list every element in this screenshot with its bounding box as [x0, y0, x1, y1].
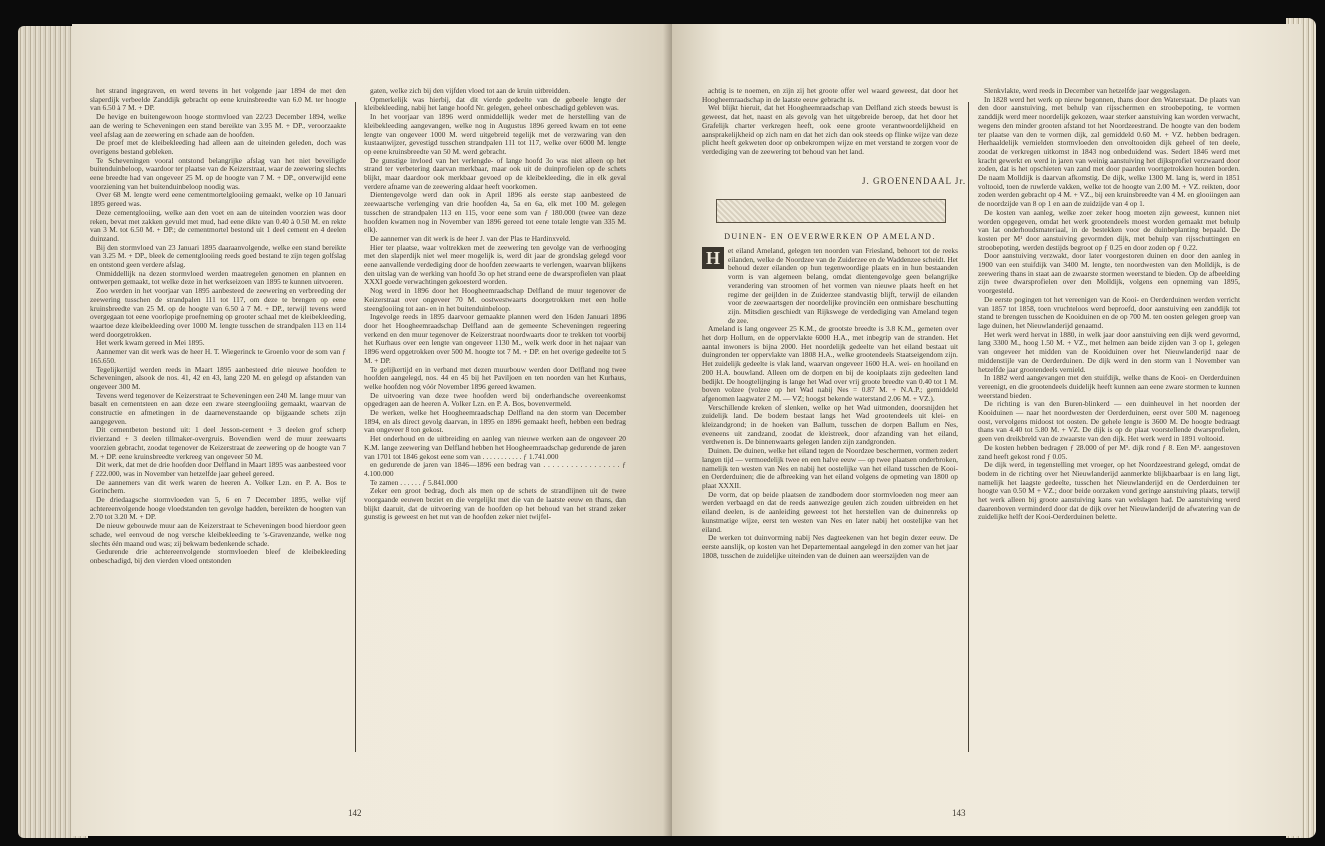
ornamental-band	[716, 199, 946, 223]
paragraph: De werken tot duinvorming nabij Nes dagteekenen van het begin dezer eeuw. De eerste aanslijk, op kosten van het Departementaal aangelegd in den zomer van het jaar 1808, tusschen de zuidelijke uiteinden van de duinen aan weerszijden van de	[702, 533, 958, 560]
paragraph: De eerste pogingen tot het vereenigen van de Kooi- en Oerderduinen werden verricht van 1857 tot 1858, toen vruchteloos werd beproefd, door aanstuiving een zanddijk tot stand te brengen tusschen de Kooiduinen en de op 700 M. ten oosten gelegen groep van lage duinen, het Nieuwlanderijd genaamd.	[978, 294, 1240, 330]
paragraph: De uitvoering van deze twee hoofden werd bij onderhandsche overeenkomst opgedragen aan de heeren A. Volker Lzn. en P. A. Bos, bovenvermeld.	[364, 390, 626, 409]
paragraph: het strand ingegraven, en werd tevens in het volgende jaar 1894 de met den slaperdijk verbeelde Zanddijk gebracht op eene kruinsbreedte van 6.0 M. ter hoogte van 6.50 à 7 M. + DP.	[90, 86, 346, 113]
paragraph: Nog werd in 1896 door het Hoogheemraadschap Delfland de muur tegenover de Keizerstraat over ongeveer 70 M. oostwestwaarts doorgetrokken met een holle steenglooiing tot aan- en in het buitenduinbeloop.	[364, 286, 626, 313]
paragraph: Tegelijkertijd werden reeds in Maart 1895 aanbesteed drie nieuwe hoofden te Scheveningen, alsook de nos. 41, 42 en 43, lang 220 M. en gelegd op afstanden van ongeveer 300 M.	[90, 364, 346, 391]
paragraph: Dit werk, dat met de drie hoofden door Delfland in Maart 1895 was aanbesteed voor ƒ 222.000, was in November van hetzelfde jaar geheel gereed.	[90, 460, 346, 478]
paragraph: Tevens werd tegenover de Keizerstraat te Scheveningen een 240 M. lange muur van basalt en cementsteen en aan deze een zware steenglooiing gemaakt, waarvan de constructie en afmetingen in de daarnevenstaande op bijgaande schets zijn aangegeven.	[90, 390, 346, 426]
drop-cap: H	[702, 247, 724, 269]
paragraph: Over 68 M. lengte werd eene cementmortelglooiing gemaakt, welke op 10 Januari 1895 gereed was.	[90, 190, 346, 209]
paragraph: Het werk kwam gereed in Mei 1895.	[96, 338, 205, 348]
paragraph: De gunstige invloed van het verlengde- of lange hoofd 3o was niet alleen op het strand ter verbetering daarvan merkbaar, maar ook uit de duinprofielen op de schets blijkt, maar daardoor ook merkbaar gevoed op de kleibekleeding, die in elk geval verdere afname van de zeewering aldaar heeft voorkomen.	[364, 155, 626, 191]
paragraph: Gedurende drie achtereenvolgende stormvloeden bleef de kleibekleeding onbeschadigd, bij den vierden vloed ontstonden	[90, 547, 346, 565]
paragraph: Zoo werden in het voorjaar van 1895 aanbesteed de zeewering en verbreeding der zeewering tusschen de strandpalen 111 tot 117, om deze te brengen op eene kruinsbreedte van 25 M. op de hoogte van 6.50 à 7 M. + DP., terwijl tevens werd overgegaan tot eene voorlopige proefneming op grooter schaal met de kleibekleeding, waartoe deze kleibekleeding over 1000 M. lengte tusschen de strandpalen 113 en 114 werd doorgetrokken.	[90, 286, 346, 339]
paragraph: Te Scheveningen vooral ontstond belangrijke afslag van het niet beveiligde buitenduinbeloop, waardoor ter plaatse van de Keizerstraat, waar de zeewering slechts eene breedte had van ongeveer 25 M. op de hoogte van 7 M. + DP., onverwijld eene voorziening van het buitenduinbeloop noodig was.	[90, 155, 346, 191]
paragraph: De aannemers van dit werk waren de heeren A. Volker Lzn. en P. A. Bos te Gorinchem.	[90, 477, 346, 496]
paragraph: Te gelijkertijd en in verband met dezen muurbouw werden door Delfland nog twee hoofden aangelegd, nos. 44 en 45 bij het Paviljoen en ten noorden van het Kurhaus, welke hoofden nog vóór November 1896 gereed kwamen.	[364, 364, 626, 391]
column-rule	[968, 102, 969, 752]
right-page	[672, 24, 1302, 836]
paragraph: Duinen. De duinen, welke het eiland tegen de Noordzee beschermen, vormen zedert langen tijd — vermoedelijk twee en een halve eeuw — op twee plaatsen onderbroken, namelijk ten westen van Nes en nabij het oostelijke van het eiland tusschen de Kooi- en Oerderduinen; die de afbreeking van het eiland volgens de opmeting van 1800 op plaat XXXII.	[702, 446, 958, 490]
section-title: DUINEN- EN OEVERWERKEN OP AMELAND.	[724, 232, 936, 241]
paragraph: Te zamen . . . . . . ƒ 5.841.000	[370, 477, 458, 487]
paragraph: gaten, welke zich bij den vijfden vloed tot aan de kruin uitbreidden.	[370, 86, 571, 95]
paragraph: De kosten van aanleg, welke zoer zeker hoog moeten zijn geweest, kunnen niet worden opgegeven, omdat het werk grootendeels moest worden gemaakt met behulp van lat onderhoudsmateriaal, in de bestekken voor de duinbeplanting bepaald. De kosten per M¹ door aanstuiving gevormden dijk, met behulp van rijsschuttingen en stroobepoting, werden destijds begroot op ƒ 0.25 en door zoden op ƒ 0.22.	[978, 207, 1240, 252]
paragraph: Verschillende kreken of slenken, welke op het Wad uitmonden, doorsnijden het zuidelijk land. De bodem bestaat langs het Wad grootendeels uit klei- en kleizandgrond; in de hoeken van Ballum, tusschen de dorpen Ballum en Nes, eveneens uit zandzand, zoodat de kleistreek, door afzanding van het eiland, verdwenen is. De binnenwaarts gelegen landen zijn zandgronden.	[702, 402, 958, 447]
right-column-1-top	[702, 87, 958, 177]
paragraph: De kosten hebben bedragen ƒ 28.000 of per M¹. dijk rond ƒ 8. Een M³. aangestoven zand heeft gekost rond ƒ 0.05.	[978, 442, 1240, 461]
paragraph: Het werk werd hervat in 1880, in welk jaar door aanstuiving een dijk werd gevormd, lang 3300 M., hoog 1.50 M. + VZ., met helmen aan beide zijden van 3 op 1, gelegen van ongeveer het midden van de Kooiduinen over het Nieuwlanderijd naar de middenstijle van de Oerderduinen. De dijk werd in den storm van 1 November van hetzelfde jaar grootendeels vernield.	[978, 329, 1240, 374]
paragraph: Onmiddellijk na dezen stormvloed werden maatregelen genomen en plannen en ontwerpen gemaakt, tot welke deze in het werkseizoen van 1895 te kunnen uitvoeren.	[90, 268, 346, 287]
paragraph: Aannemer van dit werk was de heer H. T. Wiegerinck te Groenlo voor de som van ƒ 165.650.	[90, 347, 346, 365]
paragraph: In het voorjaar van 1896 werd onmiddellijk weder met de herstelling van de kleibekleeding aangevangen, welke nog in Augustus 1896 gereed kwam en tot eene lengte van ongeveer 1000 M. werd uitgebreid tegelijk met de verzwaring van den kustaanwijzer, gevestigd tusschen strandpalen 111 tot 117, welke over 6000 M. lengte op eene kruinsbreedte van 50 M. werd gebracht.	[364, 112, 626, 156]
paragraph: Opmerkelijk was hierbij, dat dit vierde gedeelte van de gebeele lengte der kleibekleeding, nabij het lange hoofd Nr. gelegen, geheel onbeschadigd gebleven was.	[364, 94, 626, 113]
paragraph: De aannemer van dit werk is de heer J. van der Plas te Hardinxveld.	[370, 233, 571, 243]
paragraph: Door aanstuiving verzwakt, door later voorgestoren duinen en door den aanleg in 1900 van een stuifdijk van 3400 M. lengte, ten noordwesten van den Molldijk, is de zeewering thans in staat aan de zwaarste stormen weerstand te bieden. Op de afbeelding zijn twee dwarsprofielen over den Molldijk, volgens een opneming van 1895, voorgesteld.	[978, 251, 1240, 296]
page-number-left: 142	[348, 808, 362, 818]
paragraph: achtig is te noemen, en zijn zij het groote offer wel waard geweest, dat door het Hoogheemraadschap in de laatste eeuw gebracht is.	[702, 86, 958, 104]
paragraph: Deze cementglooiing, welke aan den voet en aan de uiteinden voorzien was door reken, bevat met zakken gevuld met mud, had eene dikte van 0.40 à 0.50 M. en rekte van 3 M. tot 6.50 M. + DP.; de cementmortel bestond uit 1 deel cement en 4 deelen duinzand.	[90, 207, 346, 243]
right-column-1-body	[702, 247, 958, 787]
paragraph: Dientengevolge werd dan ook in April 1896 als eerste stap aanbesteed de zeewaartsche verlenging van drie hoofden 4a, 5a en 6a, elk met 100 M. gelegen tusschen de strandpalen 113 en 115, voor eene som van ƒ 180.000 (twee van deze hoofden kwamen nog in November van 1896 gereed tot eene totale lengte van 335 M. elk).	[364, 190, 626, 235]
paragraph: De vorm, dat op beide plaatsen de zandbodem door stormvloeden nog meer aan werden verbaagd en dat de reeds aanwezige geulen zich zouden uitbreiden en het eiland deelen, is de aanleiding geweest tot het herstellen van de duinenreks op kunstmatige wijze, eerst ten westen van Nes en later nabij het oostelijke van het eiland.	[702, 489, 958, 534]
paragraph: De richting is van den Buren-blinkerd — een duinheuvel in het noorden der Kooiduinen — naar het noordwesten der Oerderduinen, eerst over 500 M. nagenoeg oost, vervolgens midoost tot oosten. De gehele lengte is 3600 M. De hoogte bedraagt thans van 4.40 tot 5.80 M. + VZ. De dijk is op de plaat voorstellende dwarsprofielen, geen ven dreikbreld van de zwaarste van den dijk. Het werk werd in 1891 voltooid.	[978, 399, 1240, 444]
paragraph: De hevige en buitengewoon hooge stormvloed van 22/23 December 1894, welke aan de wering te Scheveningen een stand bereikte van 3.95 M. + DP., veroorzaakte veel afslag aan de zeewering en schade aan de hoofden.	[90, 112, 346, 139]
paragraph: Het onderhoud en de uitbreiding en aanleg van nieuwe werken aan de ongeveer 20 K.M. lange zeewering van Delfland hebben het Hoogheemraadschap gedurende de jaren van 1701 tot 1846 gekost eene som van . . . . . . . . . . . ƒ 1.741.000	[364, 434, 626, 461]
paragraph: Hier ter plaatse, waar voltrekken met de zeewering ten gevolge van de verhooging met den slaperdijk niet wel meer mogelijk is, werd dit jaar de grondslag gelegd voor eene aanvallende verdediging door de hoofden zeewaarts te verlengen, waarvan blijkens den uitslag van de werking van hoofd 3o op het strand eene de dwarsprofielen van plaat XXXI goede verwachtingen gekoesterd worden.	[364, 242, 626, 287]
paragraph: De driedaagsche stormvloeden van 5, 6 en 7 December 1895, welke vijf achtereenvolgende hooge vloedstanden ten gevolge hadden, bereikten de hoogten van 2.70 tot 3.20 M. + DP.	[90, 495, 346, 522]
paragraph: Ameland is lang ongeveer 25 K.M., de grootste breedte is 3.8 K.M., gemeten over het dorp Hollum, en de oppervlakte 6000 H.A., met inbegrip van de stranden. Het aantal inwoners is bijna 2000. Het noordelijk gedeelte van het eiland bestaat uit duingronden ter oppervlakte van 1808 H.A., welke grootendeels Staatseigendom zijn. Het zuidelijk gedeelte is vlak land, waarvan ongeveer 1600 H.A. wei- en hooiland en 200 H.A. bouwland. Alleen om de dorpen en bij de kooiplaats zijn gedeelten land bedijkt. De hoogtelijnging is lange het Wad over vrij groote breedte van 0.40 tot 1 M. boven volzee (volzee op het Wad nabij Nes = 0.87 M. + N.A.P.; gemiddeld afgenomen laagwater 2 M. — VZ; hoogst bekende waterstand 2.06 M. + VZ.).	[702, 324, 958, 403]
column-rule	[355, 102, 356, 752]
paragraph: De dijk werd, in tegenstelling met vroeger, op het Noordzeestrand gelegd, omdat de bodem in de richting over het Nieuwlanderijd aanmerkte blijkbaarbaar is en lang ligt, namelijk het laagste gedeelte, tusschen het Nieuwlanderijd en de Oerderduinen ter hoogte van 0.50 M + VZ.; door beide oorzaken vond geringe aanstuiving plaats, terwijl het werk alleen bij groote aanstuiving kans van welslagen had. De aanstuiving werd daarenboven verminderd door dat de dijk over het Nieuwlanderijd de afwatering van de zuidelijke helft der Kooi-Oerderduinen belette.	[978, 460, 1240, 522]
right-column-2	[978, 87, 1240, 807]
paragraph: Wel blijkt hieruit, dat het Hoogheemraadschap van Delfland zich steeds bewust is geweest, dat het, naast en als gevolg van het uitgebreide beroep, dat het door het Grafelijk charter verkregen heeft, ook eene groote verantwoordelijkheid en aansprakelijkheid op zich nam en dat het zich dan ook steeds op flinke wijze van deze plicht heeft gekweten door op onbekrompen wijze en met verstand te zorgen voor de verdediging van de zeewering tot behoud van het land.	[702, 103, 958, 156]
paragraph: et eiland Ameland, gelegen ten noorden van Friesland, behoort tot de reeks eilanden, welke de Noordzee van de Zuiderzee en de Waddenzee scheidt. Het behoud dezer eilanden op hun tegenwoordige plaats en in hun bestaanden vorm is van algemeen belang, omdat dientengevolge geen belangrijke verandering van stroomen of het vormen van nieuwe plaats heeft en het regime der geijlden in de Zuiderzee standvastig blijft, terwijl de eilanden voor de zeewaartsgen der noordelijke provinciën een onmisbare beschutting zijn. Mitsdien geschiedt van Rijkswege de verdediging van Ameland tegen de zee.	[728, 246, 958, 325]
left-column-2	[364, 87, 626, 807]
paragraph: Ingevolge reeds in 1895 daarvoor gemaakte plannen werd den 16den Januari 1896 door het Hoogheemraadschap Delfland aan de gemeente Scheveningen regeering verkend en den muur tegenover de Keizerstraat noordwaarts door te trekken tot voorbij het Kurhaus over een lengte van ongeveer 1130 M., welk werk door in het najaar van 1896 werd opgetrokken over 500 M. hoogte tot 7 M. + DP. en het overige gedeelte tot 5 M. + DP.	[364, 312, 626, 365]
left-page	[72, 24, 672, 836]
paragraph: De nieuw gebouwde muur aan de Keizerstraat te Scheveningen bood hierdoor geen schade, wel eenvoud de nog versche kleibekleeding te 's-Gravenzande, welke nog slechts één maand oud was; zij bekwam bedenkende schade.	[90, 521, 346, 548]
paragraph: Dit cementbeton bestond uit: 1 deel Jesson-cement + 3 deelen grof scherp rivierzand + 3 deelen tillmaker-overgruis. Bovendien werd de muur zeewaarts voorzien gebracht, zoodat tegenover de Keizerstraat de zeewering op de hoogte van 7 M. + DP. eene kruinsbreedte verkreeg van ongeveer 50 M.	[90, 425, 346, 461]
paragraph: De werken, welke het Hoogheemraadschap Delfland na den storm van December 1894, en als direct gevolg daarvan, in 1895 en 1896 gemaakt heeft, hebben een bedrag van ongeveer 8 ton gekost.	[364, 408, 626, 435]
paragraph: Slenkvlakte, werd reeds in December van hetzelfde jaar weggeslagen.	[984, 86, 1191, 95]
paragraph: Zeker een groot bedrag, doch als men op de schets de strandlijnen uit de twee voorgaande eeuwen beziet en die vergelijkt met die van de laatste eeuw en thans, dan blijkt daaruit, dat de uitvoering van de hoofden op het behoud van het strand zeker gunstig is geweest en het nut van de hoofden zeker niet twijfel-	[364, 486, 626, 522]
left-column-1	[90, 87, 346, 807]
paragraph: De proef met de kleibekleeding had alleen aan de uiteinden geleden, doch was overigens bestand gebleken.	[90, 138, 346, 156]
paragraph: Bij den stormvloed van 23 Januari 1895 daaraanvolgende, welke een stand bereikte van 3.25 M. + DP., bleek de cementglooiing reeds goed bestand te zijn tegen golfslag en ontstond geen verdere afslag.	[90, 242, 346, 270]
book-spread	[8, 8, 1316, 840]
page-number-right: 143	[952, 808, 966, 818]
paragraph: en gedurende de jaren van 1846—1896 een bedrag van . . . . . . . . . . . . . . . . . ƒ 4.100.000	[364, 460, 626, 478]
paragraph: In 1828 werd het werk op nieuw begonnen, thans door den Waterstaat. De plaats van den door aanstuiving, met behulp van rijsschermen en stroobepoting, te vormen zanddijk werd meer noordelijk gekozen, waar sterker aanstuiving kan worden verwacht, wegens den minder grooten afstand tot het Noordzeestrand. De hoogte van den bodem ter plaatse van den te vormen dijk, zal gemiddeld 0.60 M. + VZ. hebben bedragen. Herhaaldelijk vernielden stormvloeden den onvoltooiden dijk geheel of ten deele, zoodat de verkregen uitkomst in 1843 nog onbeduidend was. Sedert 1846 werd met kracht gewerkt en werd in jaren van weinig aanstuiving het dijksprofiel verzwaard door zoden, dat is het opschieten van zand met door paarden voortgetrokken houten borden. De naam Molldijk is daarvan afkomstig. De dijk, welke 1300 M. lang is, werd in 1851 voltooid, toen de ruwlerde vakken, welke tot de hoogte van 2.00 M. + VZ. reikten, door zoden werden gebracht op 4 M. + VZ., bij een kruinsbreedte van 4 M. en glooiingen aan de noordzijde van 8 op 1 en aan de zuidzijde van 4 op 1.	[978, 94, 1240, 209]
paragraph: In 1882 werd aangevangen met den stuifdijk, welke thans de Kooi- en Oerderduinen vereenigt, en die grootendeels duidelijk heeft kunnen aan eene zware stormen te kunnen weerstand bieden.	[978, 373, 1240, 400]
signature: J. GROENENDAAL Jr.	[862, 176, 967, 186]
